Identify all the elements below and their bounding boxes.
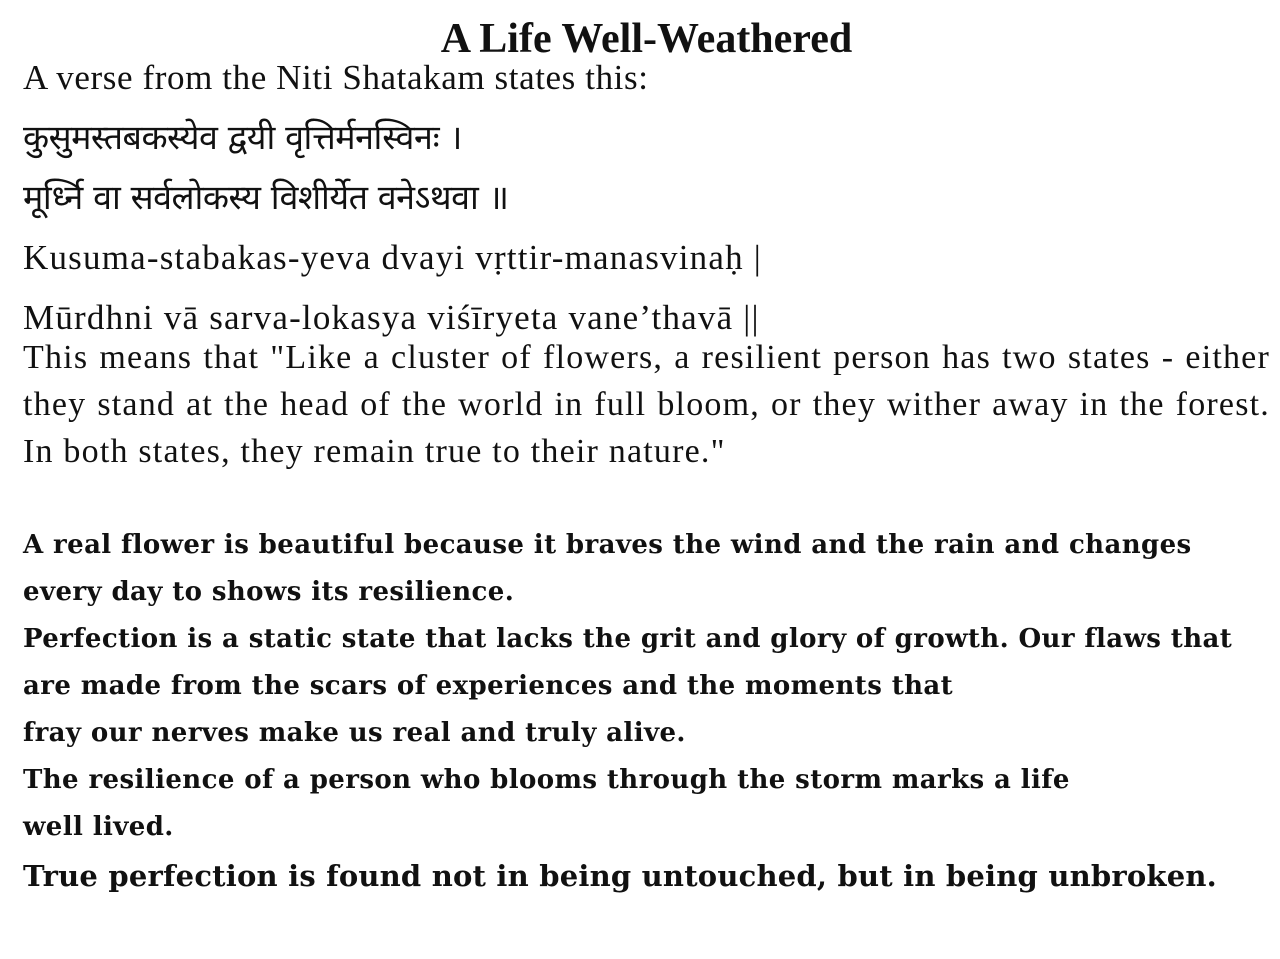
page-title: A Life Well-Weathered: [440, 16, 853, 62]
verse-translation: This means that "Like a cluster of flowers, a resilient person has two states - either they stand at the head of the world in full bloom, or they wither away in the forest. In both states, they remain true to their nature.": [23, 339, 1270, 470]
reflection-line: are made from the scars of experiences and the moments that: [23, 671, 954, 701]
reflection-line: Perfection is a static state that lacks the grit and glory of growth. Our flaws that: [23, 624, 1233, 654]
reflection-line: A real flower is beautiful because it braves the wind and the rain and changes: [23, 530, 1192, 560]
reflection-line: well lived.: [23, 812, 174, 842]
reflection-line: every day to shows its resilience.: [23, 577, 515, 607]
verse-devanagari-line-2: मूर्ध्नि वा सर्वलोकस्य विशीर्येत वनेऽथवा ॥: [23, 178, 509, 218]
conclusion-text: True perfection is found not in being untouched, but in being unbroken.: [23, 859, 1217, 893]
verse-devanagari-line-1: कुसुमस्तबकस्येव द्वयी वृत्तिर्मनस्विनः ।: [23, 118, 462, 158]
reflection-line: fray our nerves make us real and truly alive.: [23, 718, 686, 748]
verse-transliteration-line-2: Mūrdhni vā sarva-lokasya viśīryeta vane’thavā ||: [23, 298, 760, 337]
reflection-line: The resilience of a person who blooms through the storm marks a life: [23, 765, 1070, 795]
verse-transliteration-line-1: Kusuma-stabakas-yeva dvayi vṛttir-manasvinaḥ |: [23, 238, 762, 277]
intro-text: A verse from the Niti Shatakam states this:: [23, 58, 649, 97]
reflection-block: [23, 522, 1270, 851]
